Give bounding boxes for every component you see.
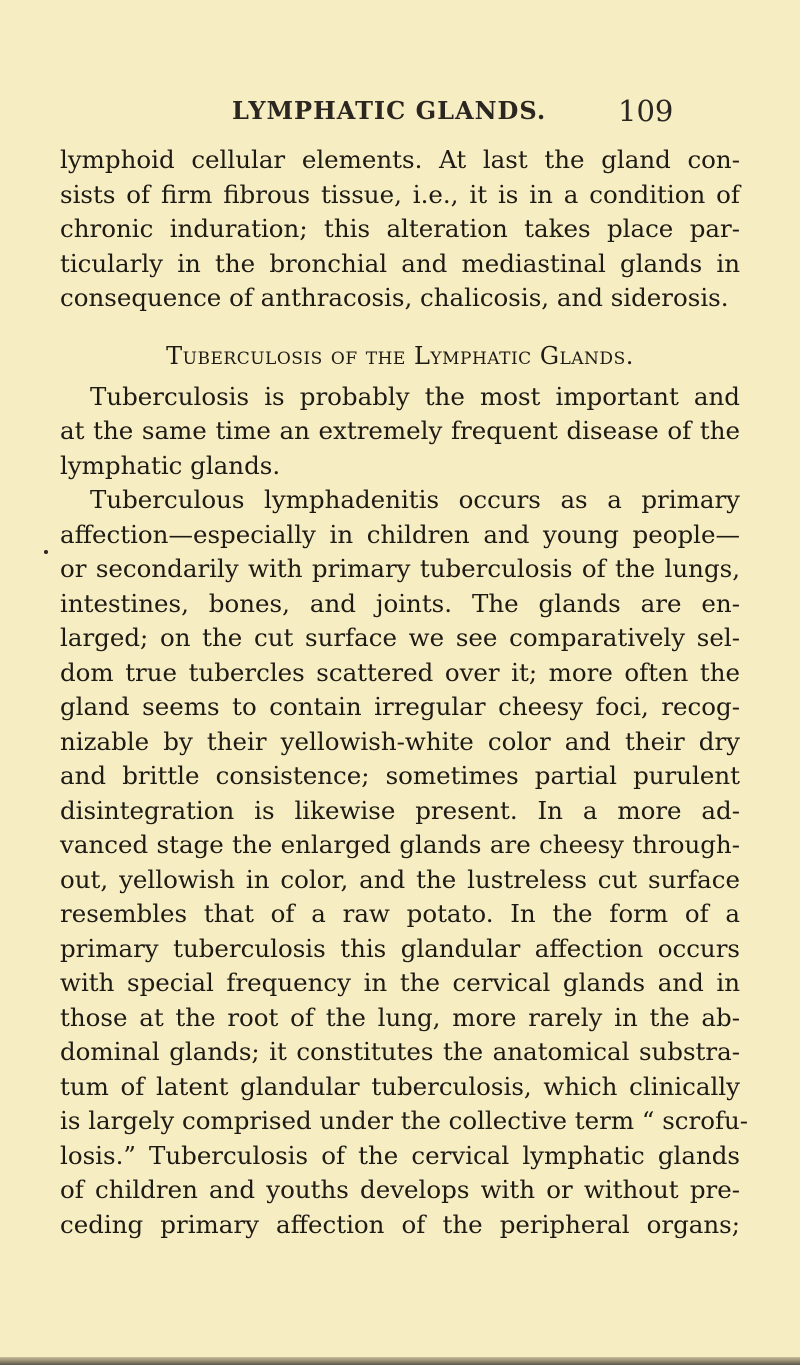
text-line: those at the root of the lung, more rarely in the ab- [60, 1002, 740, 1032]
text-line: vanced stage the enlarged glands are cheesy through- [60, 830, 740, 859]
page-bottom-edge [0, 1357, 800, 1365]
page-header [0, 96, 800, 130]
text-line: gland seems to contain irregular cheesy foci, recog- [60, 692, 740, 721]
text-line: dominal glands; it constitutes the anatomical substra- [60, 1037, 740, 1066]
text-line: at the same time an extremely frequent disease of the [60, 416, 740, 445]
text-line: out, yellowish in color, and the lustreless cut surface [60, 864, 740, 894]
paragraph-1 [60, 143, 740, 316]
text-line: ceding primary affection of the peripheral organs; [60, 1209, 740, 1239]
page-number: 109 [618, 94, 674, 128]
text-line: chronic induration; this alteration takes place par- [60, 214, 740, 243]
section-heading: Tuberculosis of the Lymphatic Glands. [166, 341, 634, 370]
paragraph-3 [60, 483, 749, 1242]
text-line: dom true tubercles scattered over it; more often the [60, 657, 740, 687]
text-line: is largely comprised under the collective term “ scrofu- [60, 1106, 749, 1135]
text-line: primary tuberculosis this glandular affection occurs [60, 933, 740, 963]
text-line: losis.” Tuberculosis of the cervical lymphatic glands [60, 1140, 740, 1170]
text-line: of children and youths develops with or without pre- [60, 1175, 740, 1204]
text-line: tum of latent glandular tuberculosis, which clinically [60, 1071, 740, 1101]
text-line: ticularly in the bronchial and mediastinal glands in [60, 248, 740, 278]
text-line: disintegration is likewise present. In a more ad- [60, 795, 740, 825]
text-line: lymphatic glands. [60, 450, 281, 480]
text-line: with special frequency in the cervical glands and in [60, 968, 740, 997]
text-line: Tuberculosis is probably the most important and [90, 381, 740, 411]
paragraph-2 [60, 380, 740, 484]
body-text [60, 143, 749, 1242]
text-line: and brittle consistence; sometimes partial purulent [60, 761, 740, 790]
text-line: Tuberculous lymphadenitis occurs as a primary [90, 485, 740, 514]
text-line: resembles that of a raw potato. In the form of a [60, 899, 740, 928]
text-line: intestines, bones, and joints. The glands are en- [60, 588, 740, 618]
text-line: or secondarily with primary tuberculosis of the lungs, [60, 554, 740, 583]
text-line: lymphoid cellular elements. At last the gland con- [60, 145, 740, 174]
text-line: larged; on the cut surface we see comparatively sel- [60, 623, 740, 652]
text-line: nizable by their yellowish-white color and their dry [60, 726, 740, 756]
text-line: sists of firm fibrous tissue, i.e., it is in a condition of [60, 179, 740, 209]
stray-ink-dot [44, 550, 48, 554]
text-line: consequence of anthracosis, chalicosis, and siderosis. [60, 283, 729, 312]
text-line: affection—especially in children and young people— [60, 519, 740, 549]
running-title: LYMPHATIC GLANDS. [232, 96, 547, 125]
